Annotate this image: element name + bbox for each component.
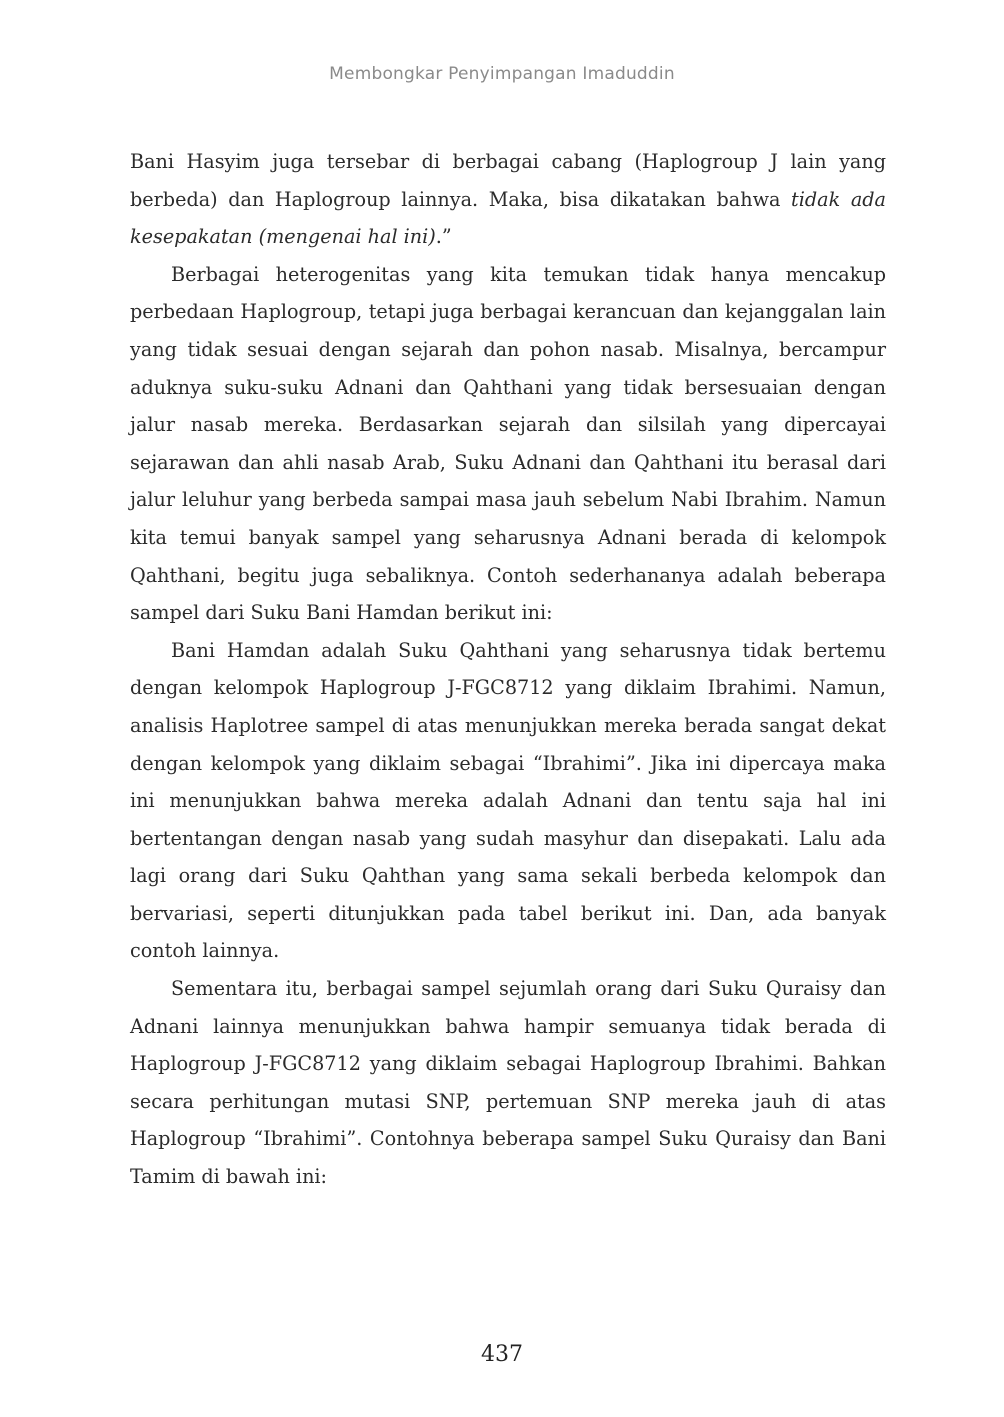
paragraph-1-text: Bani Hasyim juga tersebar di berbagai cabang (Haplogroup J lain yang berbeda) dan Haplogroup lainnya. Maka, bisa dikatakan bahwa <box>130 150 886 211</box>
paragraph-4: Sementara itu, berbagai sampel sejumlah orang dari Suku Quraisy dan Adnani lainnya menunjukkan bahwa hampir semuanya tidak berada di Haplogroup J-FGC8712 yang diklaim sebagai Haplogroup Ibrahimi. Bahkan secara perhitungan mutasi SNP, pertemuan SNP mereka jauh di atas Haplogroup “Ibrahimi”. Contohnya beberapa sampel Suku Quraisy dan Bani Tamim di bawah ini: <box>130 977 886 1189</box>
paragraph-3: Bani Hamdan adalah Suku Qahthani yang seharusnya tidak bertemu dengan kelompok Haplogroup J-FGC8712 yang diklaim Ibrahimi. Namun, analisis Haplotree sampel di atas menunjukkan mereka berada sangat dekat dengan kelompok yang diklaim sebagai “Ibrahimi”. Jika ini dipercaya maka ini menunjukkan bahwa mereka adalah Adnani dan tentu saja hal ini bertentangan dengan nasab yang sudah masyhur dan disepakati. Lalu ada lagi orang dari Suku Qahthan yang sama sekali berbeda kelompok dan bervariasi, seperti ditunjukkan pada tabel berikut ini. Dan, ada banyak contoh lainnya. <box>130 638 886 963</box>
running-header: Membongkar Penyimpangan Imaduddin <box>329 64 675 84</box>
paragraph-1-italic: tidak ada kesepakatan (mengenai hal ini) <box>130 187 886 249</box>
paragraph-continued <box>130 143 886 256</box>
paragraph-1-closing: .” <box>435 225 452 249</box>
paragraph-2: Berbagai heterogenitas yang kita temukan tidak hanya mencakup perbedaan Haplogroup, tetapi juga berbagai kerancuan dan kejanggalan lain yang tidak sesuai dengan sejarah dan pohon nasab. Misalnya, bercampur aduknya suku-suku Adnani dan Qahthani yang tidak bersesuaian dengan jalur nasab mereka. Berdasarkan sejarah dan silsilah yang dipercayai sejarawan dan ahli nasab Arab, Suku Adnani dan Qahthani itu berasal dari jalur leluhur yang berbeda sampai masa jauh sebelum Nabi Ibrahim. Namun kita temui banyak sampel yang seharusnya Adnani berada di kelompok Qahthani, begitu juga sebaliknya. Contoh sederhananya adalah beberapa sampel dari Suku Bani Hamdan berikut ini: <box>130 262 886 625</box>
body-text <box>130 143 886 1196</box>
page-number: 437 <box>481 1342 523 1367</box>
